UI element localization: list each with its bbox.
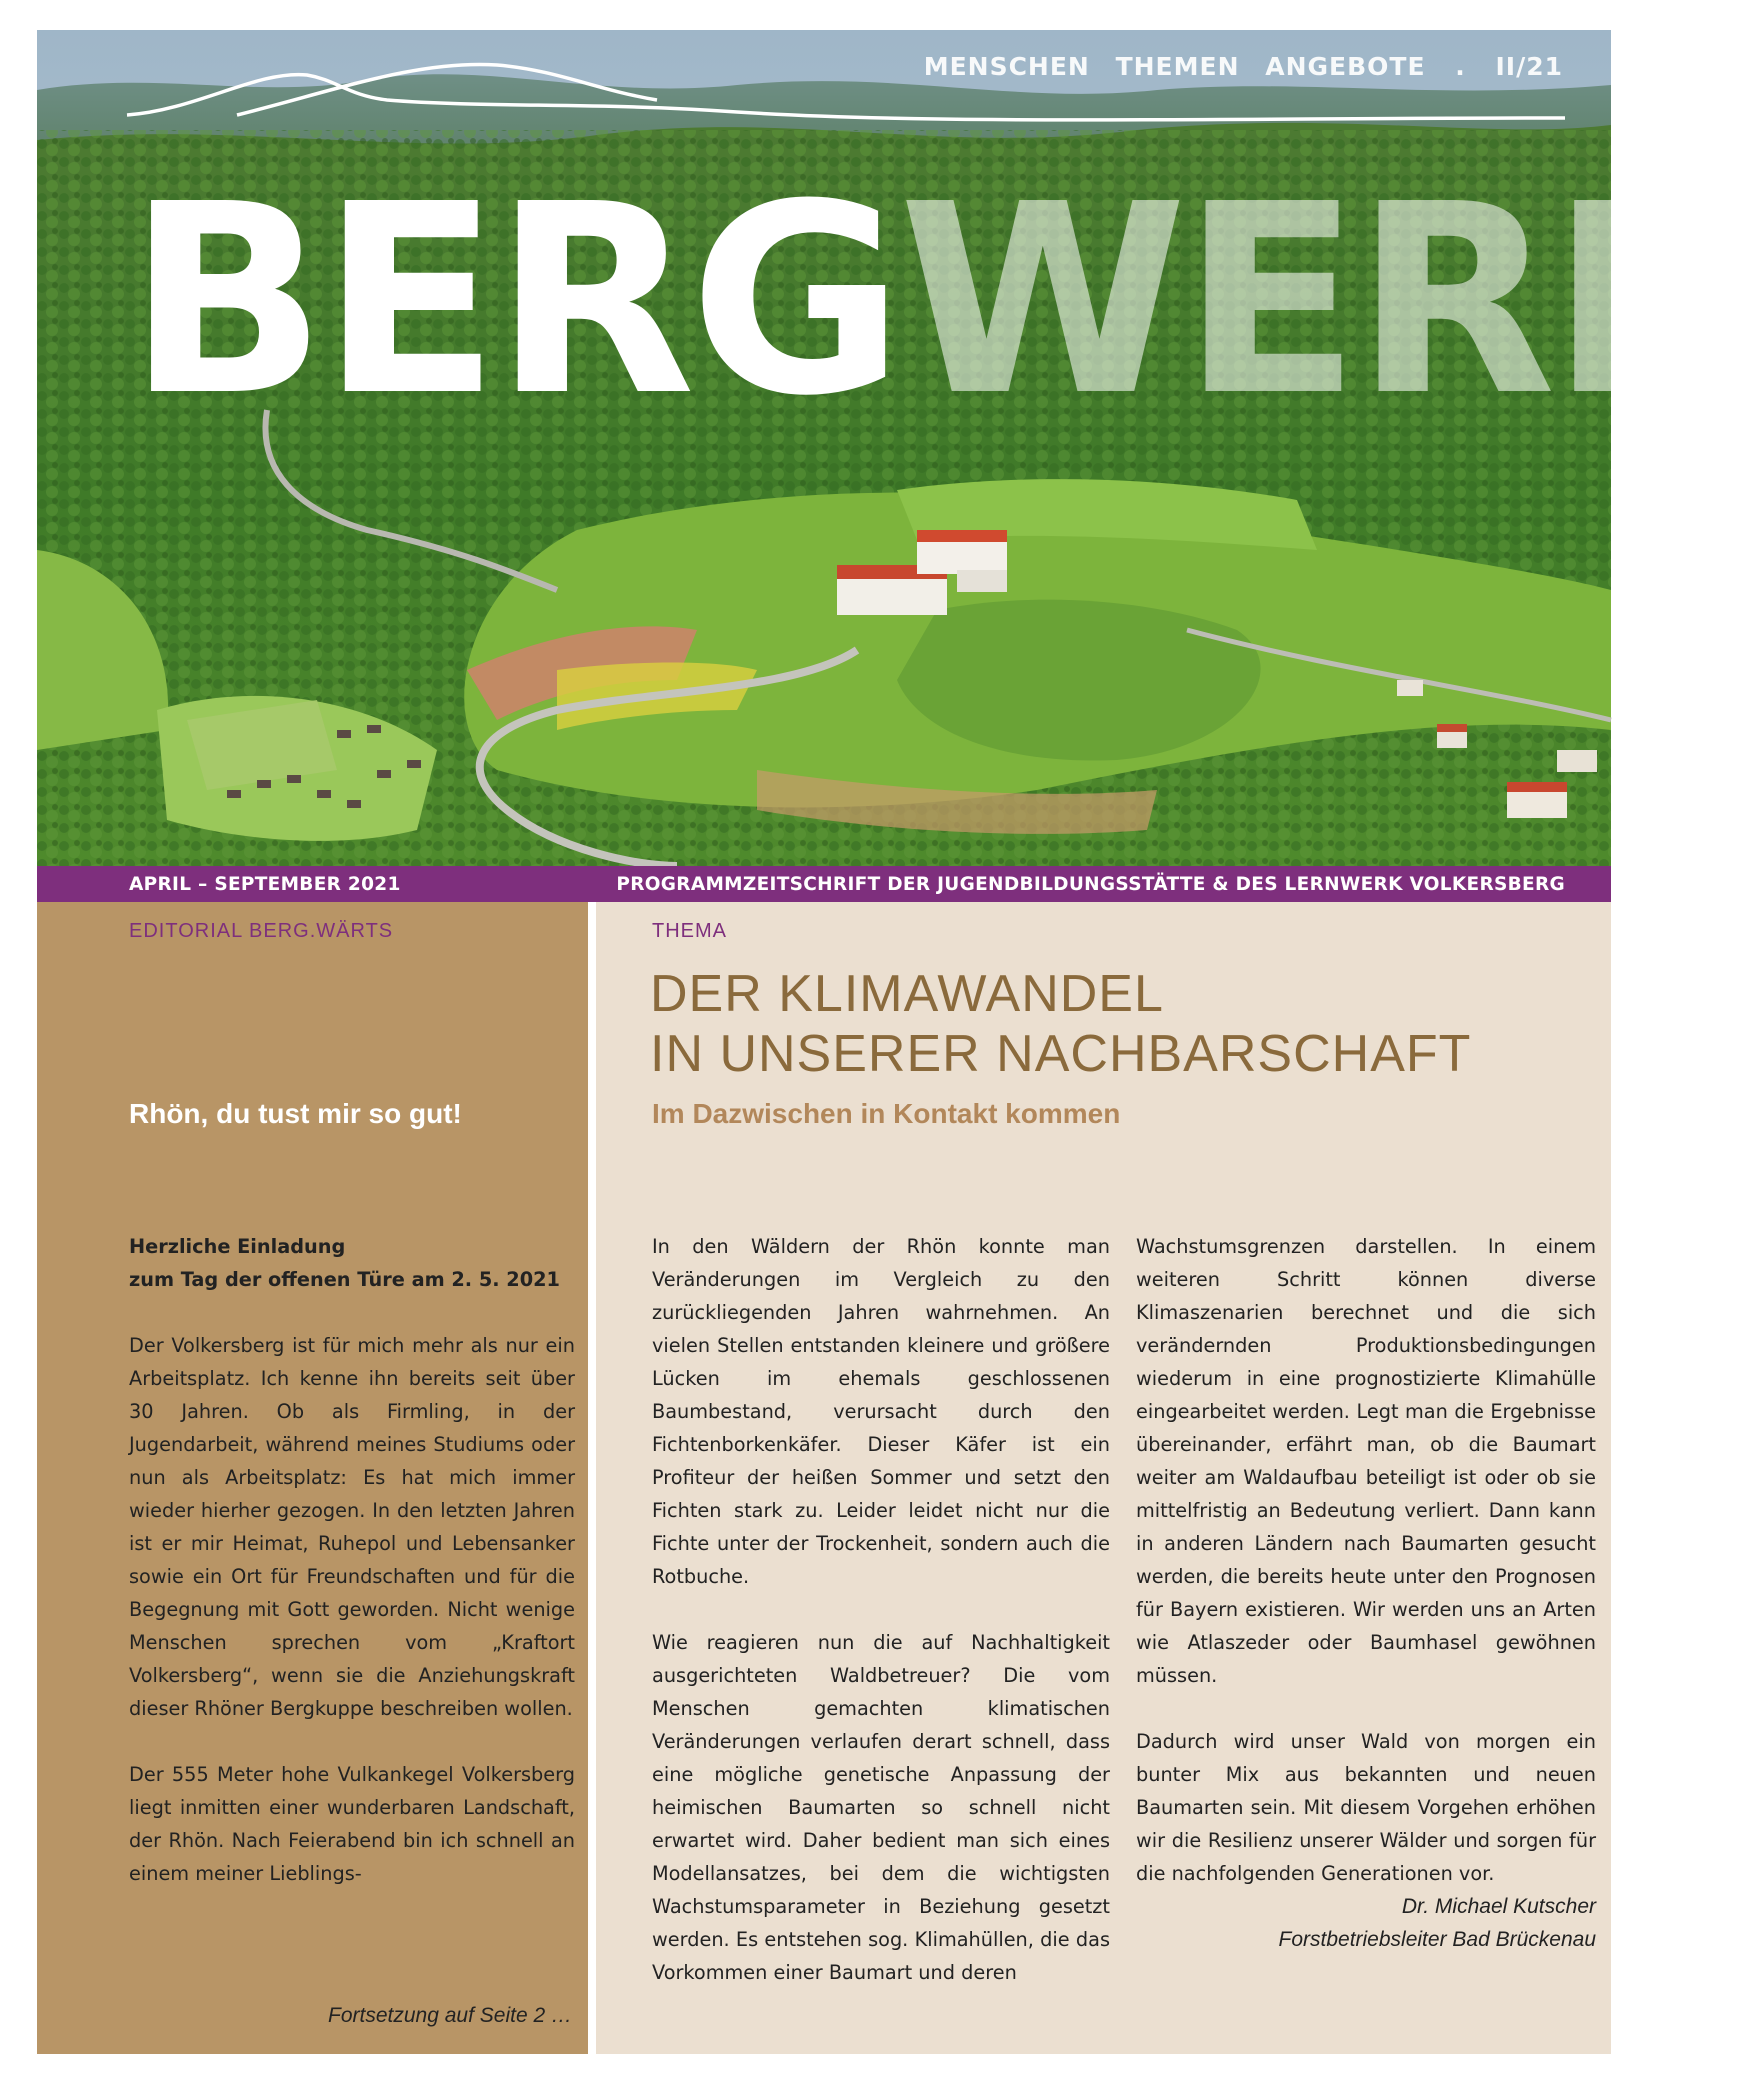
article-signature	[1136, 1890, 1596, 1956]
editorial-label: EDITORIAL BERG.WÄRTS	[129, 920, 394, 942]
top-navigation	[908, 52, 1563, 81]
thema-label: THEMA	[652, 920, 727, 942]
article-paragraph-4: Dadurch wird unser Wald von morgen ein bunter Mix aus bekannten und neuen Baumarten sein. Mit diesem Vorgehen erhöhen wir die Resilienz unserer Wälder und sorgen für die nachfolgenden Generationen vor.	[1136, 1730, 1596, 1885]
magazine-title	[127, 148, 1747, 453]
nav-angebote[interactable]: ANGEBOTE	[1265, 52, 1426, 81]
article-column-2	[1136, 1230, 1596, 1956]
invitation-line-1: Herzliche Einladung	[129, 1235, 346, 1258]
article-subtitle: Im Dazwischen in Kontakt kommen	[652, 1098, 1121, 1129]
continuation-note[interactable]: Fortsetzung auf Seite 2 …	[328, 2004, 572, 2027]
author-role: Forstbetriebsleiter Bad Brückenau	[1278, 1928, 1596, 1951]
nav-themen[interactable]: THEMEN	[1115, 52, 1240, 81]
date-range: APRIL – SEPTEMBER 2021	[129, 874, 401, 895]
publication-subtitle: PROGRAMMZEITSCHRIFT DER JUGENDBILDUNGSSTÄTTE & DES LERNWERK VOLKERSBERG	[616, 874, 1565, 895]
editorial-body	[129, 1230, 575, 1923]
title-berg: BERG	[127, 148, 899, 453]
article-paragraph-1: In den Wäldern der Rhön konnte man Veränderungen im Vergleich zu den zurückliegenden Jahren wahrnehmen. An vielen Stellen entstanden kleinere und größere Lücken im ehemals geschlossenen Baumbestand, verursacht durch den Fichtenborkenkäfer. Dieser Käfer ist ein Profiteur der heißen Sommer und setzt den Fichten stark zu. Leider leidet nicht nur die Fichte unter der Trockenheit, sondern auch die Rotbuche.	[652, 1235, 1110, 1588]
editorial-paragraph-2: Der 555 Meter hohe Vulkankegel Volkersberg liegt inmitten einer wunderbaren Landschaft, der Rhön. Nach Feierabend bin ich schnell an einem meiner Lieblings-	[129, 1763, 575, 1885]
title-werk: WERK	[898, 148, 1747, 453]
invitation	[129, 1230, 575, 1296]
article-title-line-2: IN UNSERER NACHBARSCHAFT	[650, 1025, 1472, 1083]
nav-menschen[interactable]: MENSCHEN	[923, 52, 1090, 81]
article-paragraph-2: Wie reagieren nun die auf Nachhaltigkeit ausgerichteten Waldbetreuer? Die vom Menschen gemachten klimatischen Veränderungen verlaufen derart schnell, dass eine mögliche genetische Anpassung der heimischen Baumarten so schnell nicht erwartet wird. Daher bedient man sich eines Modellansatzes, bei dem die wichtigsten Wachstumsparameter in Beziehung gesetzt werden. Es entstehen sog. Klimahüllen, die das Vorkommen einer Baumart und deren	[652, 1631, 1110, 1984]
info-band	[37, 866, 1611, 902]
editorial-heading: Rhön, du tust mir so gut!	[129, 1098, 462, 1129]
article-paragraph-3: Wachstumsgrenzen darstellen. In einem weiteren Schritt können diverse Klimaszenarien berechnet und die sich verändernden Produktionsbedingungen wiederum in eine prognostizierte Klimahülle eingearbeitet werden. Legt man die Ergebnisse übereinander, erfährt man, ob die Baumart weiter am Waldaufbau beteiligt ist oder ob sie mittelfristig an Bedeutung verliert. Dann kann in anderen Ländern nach Baumarten gesucht werden, die bereits heute unter den Prognosen für Bayern existieren. Wir werden uns an Arten wie Atlaszeder oder Baumhasel gewöhnen müssen.	[1136, 1235, 1596, 1687]
issue-number: II/21	[1495, 52, 1563, 81]
invitation-line-2: zum Tag der offenen Türe am 2. 5. 2021	[129, 1268, 560, 1291]
article-title	[650, 964, 1471, 1084]
magazine-cover	[37, 30, 1747, 2054]
nav-separator: .	[1455, 52, 1466, 81]
article-title-line-1: DER KLIMAWANDEL	[650, 965, 1164, 1023]
article-column-1	[652, 1230, 1110, 2022]
editorial-column	[37, 902, 588, 2054]
author-name: Dr. Michael Kutscher	[1401, 1895, 1596, 1918]
thema-column	[596, 902, 1611, 2054]
editorial-paragraph-1: Der Volkersberg ist für mich mehr als nur ein Arbeitsplatz. Ich kenne ihn bereits seit über 30 Jahren. Ob als Firmling, in der Jugendarbeit, während meines Studiums oder nun als Arbeitsplatz: Es hat mich immer wieder hierher gezogen. In den letzten Jahren ist er mir Heimat, Ruhepol und Lebensanker sowie ein Ort für Freundschaften und für die Begegnung mit Gott geworden. Nicht wenige Menschen sprechen vom „Kraftort Volkersberg“, wenn sie die Anziehungskraft dieser Rhöner Bergkuppe beschreiben wollen.	[129, 1334, 575, 1720]
hero-photo	[37, 30, 1747, 866]
